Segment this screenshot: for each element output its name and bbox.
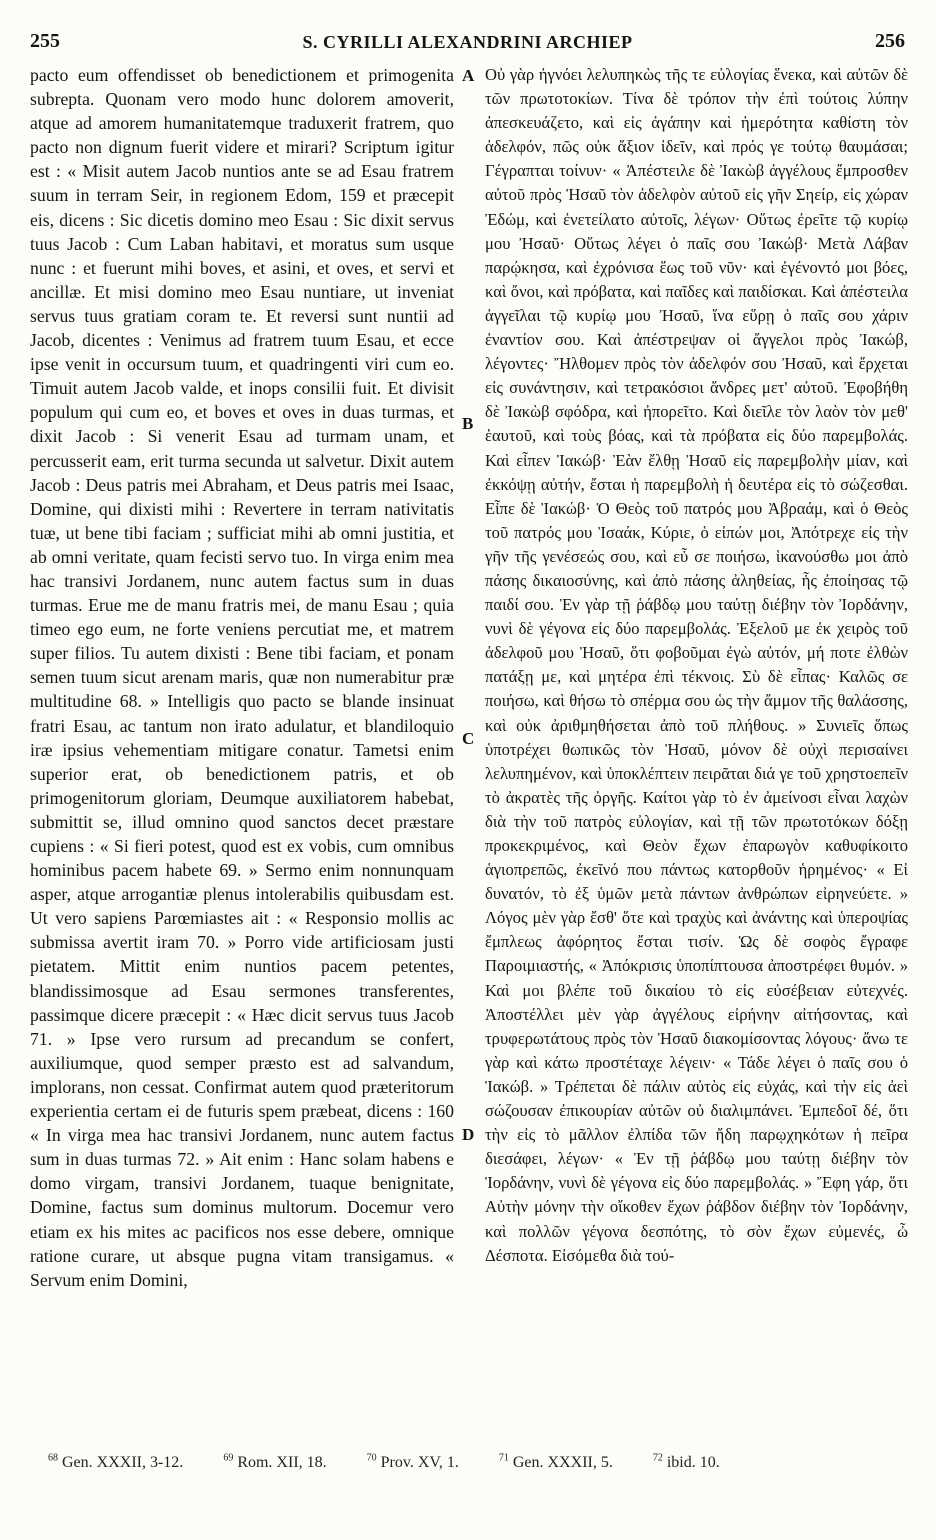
margin-marker-c: C [462,729,475,748]
footnote-number: 72 [652,1453,663,1464]
footnote-ref: Gen. XXXII, 3-12. [62,1454,184,1472]
footnote-number: 70 [366,1453,377,1464]
footnote-number: 69 [223,1453,234,1464]
footnote-ref: Rom. XII, 18. [237,1454,327,1472]
latin-text: pacto eum offendisset ob benedictionem et primogenita subrepta. Quonam vero modo hunc dolorem amoverit, atque ad amorem humanitatemque traduxerit fratrem, quo pacto non dignum fuerit videre et mirari? Scriptum igitur est : « Misit autem Jacob nuntios ante se ad Esau fratrem suum in terram Seir, in regionem Edom, 159 et præcepit eis, dicens : Sic dicetis domino meo Esau : Sic dixit servus tuus Jacob : Cum Laban habitavi, et moratus sum usque nunc : et fuerunt mihi boves, et asini, et oves, et servi et ancillæ. Et misi domino meo Esau nuntiare, ut inveniat servus tuus gratiam coram te. Et reversi sunt nuntii ad Jacob, dicentes : Venimus ad fratrem tuum Esau, et ecce ipse venit in occursum tuum, et quadringenti viri cum eo. Timuit autem Jacob valde, et inops consilii fuit. Et divisit populum qui cum eo, et boves et oves in duas turmas, et dixit Jacob : Si venerit Esau ad turmam unam, et percusserit eam, erit turma secunda ut salvetur. Dixit autem Jacob : Deus patris mei Abraham, et Deus patris mei Isaac, Domine, qui dixisti mihi : Revertere in terram nativitatis tuæ, ut bene tibi faciam ; sufficiat mihi ab omni justitia, et ab omni veritate, quam fecisti servo tuo. In virga enim mea hac transivi Jordanem, nunc autem factus sum in duas turmas. Erue me de manu fratris mei, de manu Esau ; quia timeo ego eum, ne forte veniens percutiat me, et matrem super filios. Tu autem dixisti : Bene tibi faciam, et ponam semen tuum sicut arenam maris, quæ non numerabitur præ multitudine 68. » Intelligis quo pacto se blande insinuat fratri Esau, ac tantum non irato adulatur, et blandiloquio iræ ipsius vehementiam mitigare conatur. Tametsi enim superior erat, ob benedictionem patris, et ob primogenitorum gloriam, Deumque auxiliatorem habebat, submittit se, illud omnino quod sanctos decet præstare cupiens : « Si fieri potest, quod est ex vobis, cum omnibus hominibus pacem habete 69. » Sermo enim nonnunquam asper, atque arrogantiæ plenus intolerabilis quibusdam est. Ut vero sapiens Parœmiastes ait : « Responsio mollis ac submissa avertit iram 70. » Porro vide artificiosam justi pietatem. Mittit enim nuntios pacem petentes, blandissimosque ad Esau sermones transferentes, passimque dicere præcepit : « Hæc dicit servus tuus Jacob 71. » Ipse vero rursum ad precandum se confert, auxiliumque, quod semper præsto est ad salvandum, implorans, non cessat. Confirmat autem quod præteritorum experientia certam ei de futuris spem præbeat, dicens : 160 « In virga mea hac transivi Jordanem, nunc autem factus sum in duas turmas 72. » Ait enim : Hanc solam habens e domo virgam, transivi Jordanem, tuaque benignitate, Domine, factus sum dominus multorum. Docemur vero etiam ex his mites ac pacificos nos esse debere, omnique ratione curare, ut absque pugna vitam transigamus. « Servum enim Domini, [30,65,454,1290]
footnote [48,1454,201,1471]
footnote [499,1454,631,1471]
greek-text: Οὐ γὰρ ἠγνόει λελυπηκὼς τῆς τε εὐλογίας ἕνεκα, καὶ αὐτῶν δὲ τῶν πρωτοτοκίων. Τίνα δὲ τρόπον τὴν ἐπὶ τούτοις λύπην ἀπεσκευάζετο, καὶ εἰς ἀγάπην καὶ ἡμερότητα καθίστη τὸν ἀδελφόν, πῶς οὐκ ἄξιον ἰδεῖν, καὶ πρός γε τούτῳ θαυμάσαι; Γέγραπται τοίνυν· « Ἀπέστειλε δὲ Ἰακὼβ ἀγγέλους ἔμπροσθεν αὐτοῦ πρὸς Ἠσαῦ τὸν ἀδελφὸν αὐτοῦ εἰς γῆν Σηείρ, εἰς χώραν Ἐδώμ, καὶ ἐνετείλατο αὐτοῖς, λέγων· Οὕτως ἐρεῖτε τῷ κυρίῳ μου Ἠσαῦ· Οὕτως λέγει ὁ παῖς σου Ἰακώβ· Μετὰ Λάβαν παρῴκησα, καὶ ἐχρόνισα ἕως τοῦ νῦν· καὶ ἐγένοντό μοι βόες, καὶ ὄνοι, καὶ πρόβατα, καὶ παῖδες καὶ παιδίσκαι. Καὶ ἀπέστειλα ἀγγεῖλαι τῷ κυρίῳ μου Ἠσαῦ, ἵνα εὕρῃ ὁ παῖς σου χάριν ἐναντίον σου. Καὶ ἀπέστρεψαν οἱ ἄγγελοι πρὸς Ἰακώβ, λέγοντες· Ἤλθομεν πρὸς τὸν ἀδελφόν σου Ἠσαῦ, καὶ ἔρχεται εἰς συνάντησιν, καὶ τετρακόσιοι ἄνδρες μετ' αὐτοῦ. Ἐφοβήθη δὲ Ἰακὼβ σφόδρα, καὶ ἠπορεῖτο. Καὶ διεῖλε τὸν λαὸν τὸν μεθ' ἑαυτοῦ, καὶ τοὺς βόας, καὶ τὰ πρόβατα εἰς δύο παρεμβολάς. Καὶ εἶπεν Ἰακώβ· Ἐὰν ἔλθῃ Ἠσαῦ εἰς παρεμβολὴν μίαν, καὶ ἐκκόψῃ αὐτήν, ἔσται ἡ παρεμβολὴ ἡ δευτέρα εἰς τὸ σώζεσθαι. Εἶπε δὲ Ἰακώβ· Ὁ Θεὸς τοῦ πατρός μου Ἀβραάμ, καὶ ὁ Θεὸς τοῦ πατρός μου Ἰσαάκ, Κύριε, ὁ εἰπών μοι, Ἀπότρεχε εἰς τὴν γῆν τῆς γενέσεώς σου, καὶ εὖ σε ποιήσω, ἱκανούσθω μοι ἀπὸ πάσης δικαιοσύνης, καὶ ἀπὸ πάσης ἀληθείας, ἧς ἐποίησας τῷ παιδί σου. Ἐν γὰρ τῇ ῥάβδῳ μου ταύτῃ διέβην τὸν Ἰορδάνην, νυνὶ δὲ γέγονα εἰς δύο παρεμβολάς. Ἐξελοῦ με ἐκ χειρὸς τοῦ ἀδελφοῦ μου Ἠσαῦ, ὅτι φοβοῦμαι ἐγὼ αὐτόν, μή ποτε ἐλθὼν πατάξῃ με, καὶ μητέρα ἐπὶ τέκνοις. Σὺ δὲ εἶπας· Καλῶς σε ποιήσω, καὶ θήσω τὸ σπέρμα σου ὡς τὴν ἄμμον τῆς θαλάσσης, καὶ οὐκ ἀριθμηθήσεται ἀπὸ τοῦ πλήθους. » Συνιεῖς ὅπως ὑποτρέχει θωπικῶς τὸν Ἠσαῦ, μόνον δὲ οὐχὶ περισαίνει λελυπημένον, καὶ ὑποκλέπτειν πειρᾶται διά γε τοῦ χρηστοεπεῖν τὸ ἀκρατὲς τῆς ὀργῆς. Καίτοι γὰρ τὸ ἐν ἀμείνοσι εἶναι λαχὼν διὰ τὴν τοῦ πατρὸς εὐλογίαν, καὶ τῇ τῶν πρωτοτόκων δόξῃ προκεκριμένος, καὶ Θεὸν ἔχων ἐπαρωγὸν καθυφίκοιτο ἁγιοπρεπῶς, ἐκεῖνό που πάντως κατορθοῦν ἡρημένος· « Εἰ δυνατόν, τὸ ἐξ ὑμῶν μετὰ πάντων ἀνθρώπων εἰρηνεύετε. » Λόγος μὲν γὰρ ἔσθ' ὅτε καὶ τραχὺς καὶ ἀνάντης καὶ ὑπεροψίας ἔμπλεως ἀφόρητος ἔσται τισίν. Ὡς δὲ σοφὸς ἔγραφε Παροιμιαστής, « Ἀπόκρισις ὑποπίπτουσα ἀποστρέφει θυμόν. » Καὶ μοι βλέπε τοῦ δικαίου τὸ εἰς εὐσέβειαν εὐτεχνές. Ἀποστέλλει μὲν γὰρ ἀγγέλους εἰρήνην αἰτήσοντας, καὶ τρυφερωτάτους πρὸς τὸν Ἠσαῦ διακομίσοντας λόγους· ἄνω τε γὰρ καὶ κάτω προστέταχε λέγειν· « Τάδε λέγει ὁ παῖς σου ὁ Ἰακώβ. » Τρέπεται δὲ πάλιν αὐτὸς εἰς εὐχάς, καὶ τὴν εἰς ἀεὶ σώζουσαν ἐπικουρίαν αὐτῶν οὐ διαλιμπάνει. Ἐμπεδοῖ δέ, ὅτι τὴν εἰς τὸ μᾶλλον ἐλπίδα τῶν ἤδη παρῳχηκότων ἡ πεῖρα διεσάφει, λέγων· « Ἐν τῇ ῥάβδῳ μου ταύτῃ διέβην τὸν Ἰορδάνην, νυνὶ δὲ γέγονα εἰς δύο παρεμβολάς. » Ἔφη γάρ, ὅτι Αὐτὴν μόνην τὴν οἴκοθεν ἔχων ῥάβδον διέβην τὸν Ἰορδάνην, καὶ πολλῶν γέγονα δεσπότης, τὸ σὸν ἔχων εὐμενές, ὦ Δέσποτα. Εἰσόμεθα διὰ τού- [485,65,908,1265]
footnotes [48,1453,895,1472]
margin-marker-d: D [462,1125,475,1144]
footnote-number: 68 [48,1453,58,1464]
footnote-ref: ibid. 10. [666,1454,720,1472]
page-number-right: 256 [875,30,905,52]
margin-marker-a: A [462,66,475,85]
footnote-ref: Gen. XXXII, 5. [512,1454,613,1472]
greek-column [485,63,908,1448]
footnote-ref: Prov. XV, 1. [380,1454,459,1472]
running-title: S. CYRILLI ALEXANDRINI ARCHIEP [302,32,633,52]
page-number-left: 255 [30,30,60,52]
footnote [367,1454,477,1471]
footnote [653,1454,738,1471]
footnote [223,1454,344,1471]
latin-column [30,63,454,1448]
page-header [30,30,905,64]
footnote-number: 71 [498,1453,509,1464]
margin-marker-b: B [462,414,474,433]
